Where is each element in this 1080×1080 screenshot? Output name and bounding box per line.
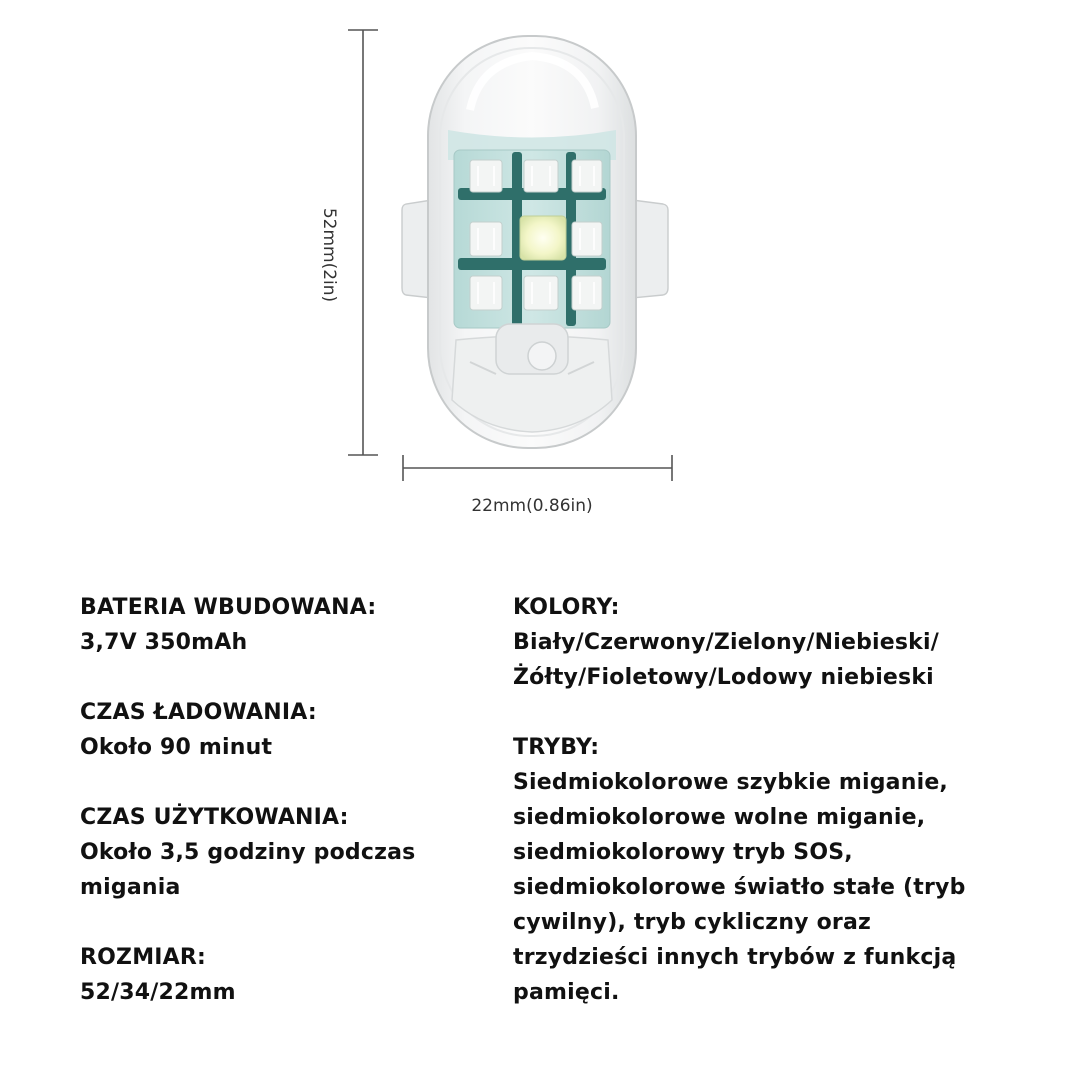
spec-title: BATERIA WBUDOWANA: xyxy=(80,595,377,620)
height-label: 52mm(2in) xyxy=(319,207,339,303)
spec-value: Siedmiokolorowe szybkie miganie, siedmiokolorowe wolne miganie, siedmiokolorowy tryb SOS, siedmiokolorowe światło stałe (tryb cywilny), tryb cykliczny oraz trzydzieści innych trybów z funkcją pamięci. xyxy=(513,770,966,1005)
spec-charging-time xyxy=(80,695,500,765)
spec-title: KOLORY: xyxy=(513,595,620,620)
button-section xyxy=(452,324,612,432)
specs-right xyxy=(513,590,1033,1045)
width-label: 22mm(0.86in) xyxy=(471,496,593,516)
spec-size xyxy=(80,940,500,1010)
product-figure xyxy=(300,20,720,530)
spec-title: CZAS UŻYTKOWANIA: xyxy=(80,805,349,830)
spec-colors xyxy=(513,590,1033,695)
spec-battery xyxy=(80,590,500,660)
spec-value: 52/34/22mm xyxy=(80,980,236,1005)
led-board xyxy=(454,150,610,328)
spec-title: ROZMIAR: xyxy=(80,945,207,970)
spec-title: TRYBY: xyxy=(513,735,600,760)
spec-value: Biały/Czerwony/Zielony/Niebieski/ Żółty/Fioletowy/Lodowy niebieski xyxy=(513,630,939,690)
spec-usage-time xyxy=(80,800,500,905)
height-dimension xyxy=(348,30,378,455)
width-dimension xyxy=(403,455,672,481)
spec-title: CZAS ŁADOWANIA: xyxy=(80,700,317,725)
spec-value: 3,7V 350mAh xyxy=(80,630,248,655)
spec-value: Około 90 minut xyxy=(80,735,273,760)
specs-left xyxy=(80,590,500,1045)
spec-value: Około 3,5 godziny podczas migania xyxy=(80,840,416,900)
spec-modes xyxy=(513,730,1033,1010)
